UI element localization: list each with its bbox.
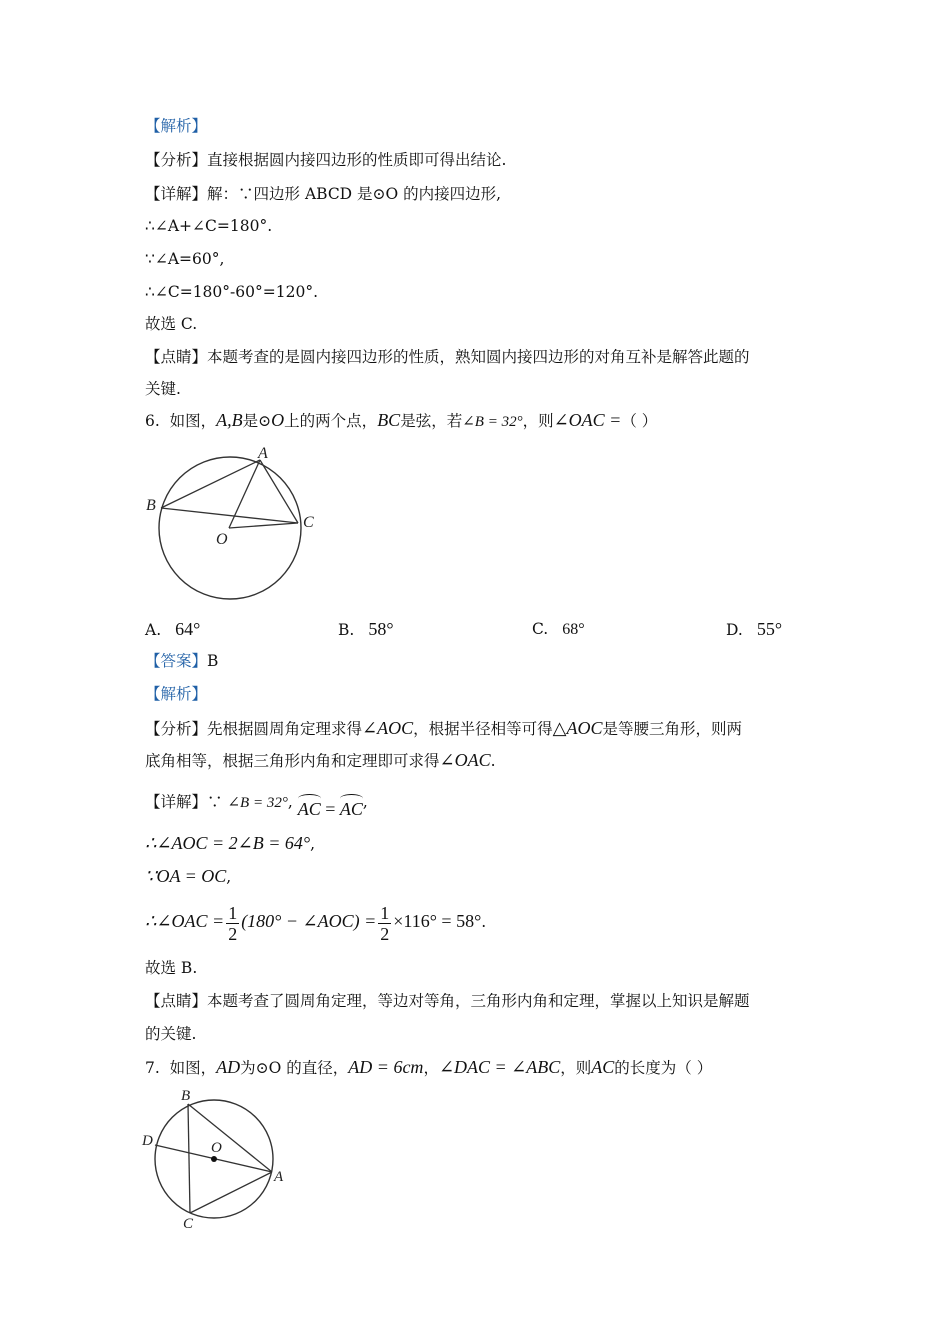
question-number: 6.	[145, 412, 160, 430]
q6-chord-ab	[161, 460, 260, 508]
comment-text: 本题考查的是圆内接四边形的性质，熟知圆内接四边形的对角互补是解答此题的	[207, 348, 750, 366]
step-1: ∴∠A+∠C=180°.	[145, 217, 273, 235]
step-2: ∵∠A=60°,	[145, 250, 225, 268]
fraction-half	[378, 903, 391, 944]
answer-value: B	[207, 652, 219, 670]
q6-analysis-line-2	[145, 749, 496, 772]
arc-ac-left: AC	[297, 799, 321, 819]
analysis-text: 直接根据圆内接四边形的性质即可得出结论.	[207, 151, 507, 169]
option-b[interactable]	[338, 618, 394, 641]
q6-math-4: ∠B = 32°	[462, 414, 523, 430]
step-3: ∴∠C=180°-60°=120°.	[145, 283, 318, 301]
q7-text-2: 为⊙O 的直径，	[240, 1059, 349, 1077]
q6-analysis-line-1	[145, 717, 742, 740]
fraction-numerator: 1	[228, 902, 238, 923]
q6-math-3: BC	[377, 410, 401, 430]
answer-line	[145, 650, 218, 672]
option-letter: A.	[145, 621, 162, 639]
question-6	[145, 409, 657, 433]
detail-tag: 【详解】	[145, 793, 208, 811]
q7-label-d: D	[142, 1133, 153, 1149]
q6-detail-line-4	[145, 900, 486, 944]
q6-figure	[140, 440, 340, 610]
q6-detail-line-3	[145, 865, 231, 888]
analysis-text: ，根据半径相等可得	[413, 720, 553, 738]
detail-text: ,	[226, 868, 232, 886]
option-value: 58°	[368, 619, 394, 639]
q6-math-5: ∠OAC =	[553, 410, 622, 430]
option-value: 64°	[175, 619, 201, 639]
comment-line-2: 关键.	[145, 380, 181, 398]
option-letter: C.	[532, 620, 549, 638]
analysis-text: 是等腰三角形，则两	[602, 720, 742, 738]
comment-line-1	[145, 346, 750, 368]
q6-detail-line-2	[145, 832, 315, 855]
q7-figure	[138, 1082, 298, 1232]
analysis-math: △AOC	[552, 718, 603, 738]
fraction-denominator: 2	[380, 923, 390, 944]
detail-text: 解：∵四边形 ABCD 是⊙O 的内接四边形,	[207, 185, 502, 203]
q7-text-4: ，则	[560, 1059, 592, 1077]
q6-comment-line-2: 的关键.	[145, 1025, 197, 1043]
detail-text: ,	[287, 793, 293, 811]
q6-label-c: C	[303, 514, 314, 531]
option-value: 68°	[562, 621, 585, 638]
detail-line	[145, 183, 501, 205]
arc-equals: =	[320, 799, 340, 819]
q7-chord-bc	[188, 1104, 190, 1213]
detail-text: ∵	[207, 793, 223, 811]
detail-math: ∠B = 32°	[227, 795, 288, 811]
option-value: 55°	[756, 619, 783, 639]
option-letter: B.	[338, 621, 355, 639]
analysis-tag: 【分析】	[145, 720, 208, 738]
analysis-line	[145, 149, 506, 171]
q7-text-5: 的长度为（ ）	[614, 1059, 713, 1077]
q7-math-1: AD	[216, 1057, 241, 1077]
detail-math: ∵OA = OC	[145, 866, 227, 886]
q6-text-6: （ ）	[621, 412, 658, 430]
option-letter: D.	[726, 621, 743, 639]
q6-label-a: A	[258, 445, 268, 462]
choose-line: 故选 C.	[145, 315, 198, 333]
question-number: 7.	[145, 1059, 160, 1077]
q6-label-b: B	[146, 497, 156, 514]
q7-text-1: 如图，	[169, 1059, 217, 1077]
q7-center-dot	[211, 1156, 217, 1162]
detail-math: ∴∠OAC =	[145, 911, 225, 931]
q7-math-4: AC	[591, 1057, 615, 1077]
fraction-half	[226, 903, 239, 944]
option-a[interactable]	[145, 618, 200, 641]
q6-comment-line-1	[145, 990, 750, 1012]
analysis-text: .	[490, 752, 496, 770]
analysis-tag: 【分析】	[145, 151, 208, 169]
q6-math-1: A,B	[216, 410, 243, 430]
detail-tag: 【详解】	[145, 185, 208, 203]
q6-choose-line: 故选 B.	[145, 959, 198, 977]
answer-tag: 【答案】	[145, 652, 208, 670]
comment-tag: 【点睛】	[145, 992, 208, 1010]
jiexi-heading: 【解析】	[145, 117, 208, 135]
q6-text-5: ，则	[522, 412, 554, 430]
q6-text-3: 上的两个点，	[284, 412, 378, 430]
q6-jiexi-heading: 【解析】	[145, 685, 208, 703]
analysis-math: ∠OAC	[439, 750, 491, 770]
q7-chord-ac	[190, 1172, 272, 1213]
detail-text: ,	[310, 835, 316, 853]
q6-label-o: O	[216, 531, 228, 548]
q6-radius-oc	[229, 523, 298, 528]
detail-math: ∴∠AOC = 2∠B = 64°	[145, 833, 311, 853]
detail-text: ,	[362, 793, 368, 811]
q6-math-2: O	[271, 410, 285, 430]
detail-math: (180° − ∠AOC) =	[241, 911, 377, 931]
analysis-text: 先根据圆周角定理求得	[207, 720, 363, 738]
q6-chord-ac	[260, 460, 298, 523]
analysis-math: ∠AOC	[362, 718, 414, 738]
q7-math-3: ∠DAC = ∠ABC	[438, 1057, 561, 1077]
q7-label-c: C	[183, 1216, 194, 1232]
q6-text-1: 如图，	[169, 412, 217, 430]
q7-text-3: ，	[423, 1059, 439, 1077]
q6-detail-line-1	[145, 790, 368, 819]
q6-chord-bc	[161, 508, 298, 523]
q7-label-o: O	[211, 1140, 222, 1156]
q7-label-a: A	[274, 1169, 284, 1185]
option-d[interactable]	[726, 618, 782, 641]
detail-text: .	[481, 913, 487, 931]
detail-math: ×116° = 58°	[393, 911, 482, 931]
fraction-numerator: 1	[380, 902, 390, 923]
comment-text: 本题考查了圆周角定理，等边对等角，三角形内角和定理，掌握以上知识是解题	[207, 992, 750, 1010]
option-c[interactable]	[532, 618, 585, 641]
comment-tag: 【点睛】	[145, 348, 208, 366]
q6-text-4: 是弦，若	[400, 412, 463, 430]
q6-text-2: 是⊙	[242, 412, 272, 430]
fraction-denominator: 2	[228, 923, 238, 944]
q7-label-b: B	[181, 1088, 191, 1104]
q7-math-2: AD = 6cm	[348, 1057, 424, 1077]
analysis-text: 底角相等，根据三角形内角和定理即可求得	[145, 752, 440, 770]
question-7	[145, 1056, 712, 1079]
arc-ac-right: AC	[339, 799, 363, 819]
